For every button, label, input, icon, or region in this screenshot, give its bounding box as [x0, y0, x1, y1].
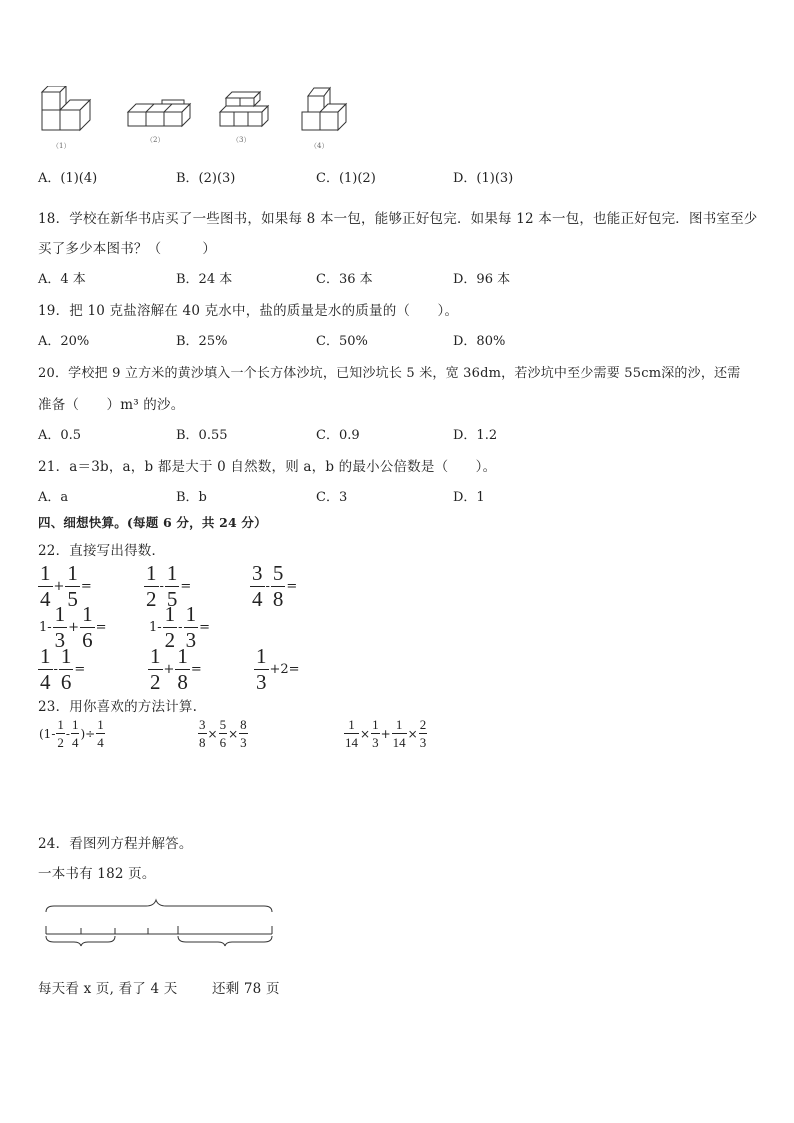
q21-text: 21．a＝3b，a，b 都是大于 0 自然数，则 a，b 的最小公倍数是（ ）。 — [38, 459, 497, 475]
q17-option-c: C．(1)(2) — [316, 171, 376, 186]
figure-3 — [220, 92, 268, 126]
q20-option-b: B．0.55 — [176, 428, 228, 443]
q20-text-line2: 准备（ ）m³ 的沙。 — [38, 397, 185, 413]
q22-expr-r2-2: 1- 1 2 - $\frac{1}{3}$ = — [149, 602, 210, 652]
figure-2 — [128, 100, 190, 126]
q22-expr-r3-2: 1 2 + $\frac{1}{8}$ = — [150, 644, 202, 694]
q18-option-a: A．4 本 — [38, 272, 86, 287]
cube-figures — [38, 86, 358, 152]
section-4-title: 四、细想快算。(每题 6 分，共 24 分） — [38, 515, 267, 530]
q23-title: 23．用你喜欢的方法计算. — [38, 699, 198, 715]
q18-option-b: B．24 本 — [176, 272, 233, 287]
q22-expr-r3-3: 1 3 +2= — [256, 644, 300, 694]
q21-option-b: B．b — [176, 490, 207, 505]
q18-text-line1: 18．学校在新华书店买了一些图书，如果每 8 本一包，能够正好包完．如果每 12 本一包，也能正好包完．图书室至少 — [38, 211, 758, 227]
q17-option-a: A．(1)(4) — [38, 171, 98, 186]
q22-expr-r1-3: 3 4 - $\frac{5}{8}$ = — [252, 561, 298, 611]
q21-option-a: A．a — [38, 490, 69, 505]
q23-expr-3: $\frac{1}{14}$ × $\frac{1}{3}$ + $\frac{1}{14}$ × $\frac{2}{3}$ — [345, 717, 427, 750]
q24-label-remaining: 还剩 78 页 — [212, 981, 280, 997]
q17-option-b: B．(2)(3) — [176, 171, 236, 186]
q22-expr-r1-1: 1 4 + $\frac{1}{5}$ = — [40, 561, 92, 611]
q20-option-c: C．0.9 — [316, 428, 360, 443]
q24-title: 24．看图列方程并解答。 — [38, 836, 193, 852]
q17-option-d: D．(1)(3) — [453, 171, 514, 186]
q19-option-b: B．25% — [176, 334, 228, 349]
figure-1 — [42, 86, 90, 130]
q19-option-d: D．80% — [453, 334, 506, 349]
q20-option-d: D．1.2 — [453, 428, 498, 443]
figure-caption-2: （2） — [146, 136, 165, 144]
q21-option-d: D．1 — [453, 490, 485, 505]
figure-4 — [302, 88, 346, 130]
q19-text: 19．把 10 克盐溶解在 40 克水中，盐的质量是水的质量的（ ）。 — [38, 303, 459, 319]
q24-label-read: 每天看 x 页, 看了 4 天 — [38, 981, 178, 997]
figure-caption-1: （1） — [52, 142, 71, 150]
q20-text-line1: 20．学校把 9 立方米的黄沙填入一个长方体沙坑，已知沙坑长 5 米，宽 36dm，若沙坑中至少需要 55cm深的沙，还需 — [38, 366, 741, 381]
q19-option-c: C．50% — [316, 334, 368, 349]
q18-text-line2: 买了多少本图书？（ ） — [38, 241, 217, 257]
q24-line-diagram — [40, 898, 280, 958]
q23-expr-2: $\frac{3}{8}$ × $\frac{5}{6}$ × $\frac{8}{3}$ — [199, 717, 247, 750]
q22-expr-r2-1: 1- 1 3 + $\frac{1}{6}$ = — [39, 602, 107, 652]
q23-expr-1: (1- 1 2 - 1 4 )÷ $\frac{1}{4}$ — [39, 717, 104, 750]
q18-option-c: C．36 本 — [316, 272, 373, 287]
figure-caption-3: （3） — [232, 136, 251, 144]
q22-title: 22．直接写出得数． — [38, 543, 166, 559]
q21-option-c: C．3 — [316, 490, 348, 505]
q19-option-a: A．20% — [38, 334, 90, 349]
figure-caption-4: （4） — [310, 142, 329, 150]
q20-option-a: A．0.5 — [38, 428, 82, 443]
q22-expr-r1-2: 1 2 - $\frac{1}{5}$ = — [146, 561, 192, 611]
q22-expr-r3-1: 1 4 - $\frac{1}{6}$ = — [40, 644, 86, 694]
q24-subtitle: 一本书有 182 页。 — [38, 866, 156, 882]
q18-option-d: D．96 本 — [453, 272, 511, 287]
